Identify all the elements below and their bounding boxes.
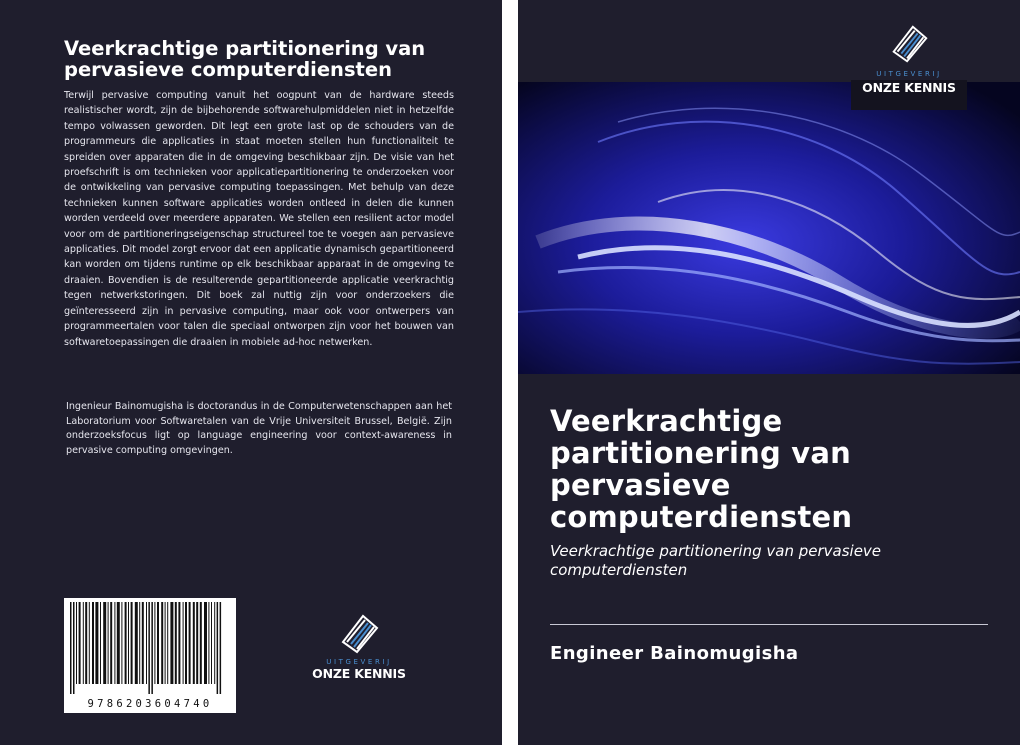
barcode-bar xyxy=(139,602,140,684)
barcode-bar xyxy=(114,602,115,684)
barcode-bar xyxy=(151,602,153,694)
back-cover-blurb: Terwijl pervasive computing vanuit het oogpunt van de hardware steeds realistischer wordt, zijn de bijbehorende softwarehulpmiddelen niet in hetzelfde tempo volwassen geworden. Dit legt een grote last op de schouders van de programmeurs die applicaties in staat moeten stellen hun functionaliteit te spreiden over apparaten die in de omgeving beschikbaar zijn. De visie van het proefschrift is om technieken voor applicatiepartitionering te onderzoeken voor de ontwikkeling van pervasive computing toepassingen. Met behulp van deze technieken kunnen software applicaties worden ontleed in delen die kunnen worden verdeeld over meerdere apparaten. We stellen een resilient actor model voor om de partitioneringseigenschap structureel toe te voegen aan pervasieve applicaties. Dit model zorgt ervoor dat een applicatie dynamisch gepartitioneerd kan worden om tijdens runtime op elk beschikbaar apparaat in de omgeving te draaien. Bovendien is de resulterende gepartitioneerde applicatie veerkrachtig tegen netwerkstoringen. Dit boek zal nuttig zijn voor onderzoekers die geïnteresseerd zijn in pervasive computing, maar ook voor ontwerpers van programmeertalen voor talen die speciaal ontworpen zijn voor het bouwen van softwaretoepassingen die draaien in mobiele ad-hoc netwerken. xyxy=(64,90,454,348)
spine xyxy=(502,0,518,745)
barcode-bar xyxy=(157,602,159,684)
barcode-bar xyxy=(167,602,168,684)
barcode-bar xyxy=(220,602,222,694)
barcode-bar xyxy=(92,602,94,684)
front-cover-title: Veerkrachtige partitionering van pervasieve computerdiensten xyxy=(550,404,853,534)
author-bio: Ingenieur Bainomugisha is doctorandus in de Computerwetenschappen aan het Laboratorium voor Softwaretalen van de Vrije Universiteit Brussel, België. Zijn onderzoeksfocus ligt op language engineering voor context-awareness in pervasive computing omgevingen. xyxy=(66,401,452,456)
barcode-bar xyxy=(193,602,195,684)
barcode-bar xyxy=(214,602,215,684)
front-publisher-logo xyxy=(851,22,967,95)
isbn-number: 9786203604740 xyxy=(87,698,213,710)
barcode-bar xyxy=(175,602,177,684)
barcode-bar xyxy=(73,602,75,694)
barcode-bar xyxy=(165,602,166,684)
barcode-bar xyxy=(108,602,109,684)
barcode-bar xyxy=(211,602,212,684)
front-cover-subtitle: Veerkrachtige partitionering van pervasieve computerdiensten xyxy=(550,542,882,579)
barcode-bar xyxy=(110,602,112,684)
barcode-bar xyxy=(83,602,84,684)
barcode-bar xyxy=(185,602,187,684)
barcode-bar xyxy=(146,602,147,684)
front-publisher-label: UITGEVERIJ xyxy=(876,70,942,78)
barcode-bar xyxy=(95,602,98,684)
back-publisher-label: UITGEVERIJ xyxy=(326,658,392,666)
front-cover xyxy=(518,0,1020,745)
barcode-bar xyxy=(142,602,144,684)
book-stack-icon xyxy=(335,612,383,656)
barcode-bar xyxy=(183,602,184,684)
barcode-bar xyxy=(85,602,87,684)
barcode-bar xyxy=(200,602,202,684)
barcode-bars-icon xyxy=(68,602,232,694)
back-publisher-logo xyxy=(300,612,418,681)
barcode-bar xyxy=(189,602,191,684)
barcode-bar xyxy=(204,602,207,684)
barcode-bar xyxy=(196,602,198,684)
barcode-bar xyxy=(117,602,120,684)
front-cover-author: Engineer Bainomugisha xyxy=(550,643,799,664)
barcode-bar xyxy=(217,602,219,694)
barcode-bar xyxy=(135,602,138,684)
barcode-bar xyxy=(103,602,106,684)
back-cover xyxy=(0,0,502,745)
barcode-bar xyxy=(161,602,163,684)
barcode-bar xyxy=(70,602,72,694)
front-publisher-name: ONZE KENNIS xyxy=(862,80,956,95)
barcode-bar xyxy=(148,602,150,694)
barcode-bar xyxy=(125,602,127,684)
barcode-bar xyxy=(100,602,101,684)
back-cover-title: Veerkrachtige partitionering van pervasieve computerdiensten xyxy=(64,37,426,81)
divider-line xyxy=(550,624,988,625)
cover-artwork xyxy=(518,82,1020,374)
barcode-bar xyxy=(76,602,77,684)
light-waves-artwork xyxy=(518,82,1020,374)
barcode-bar xyxy=(131,602,133,684)
book-stack-icon xyxy=(886,22,932,66)
barcode-bar xyxy=(128,602,129,684)
barcode-bar xyxy=(89,602,90,684)
back-publisher-name: ONZE KENNIS xyxy=(312,666,406,681)
barcode-bar xyxy=(79,602,81,684)
barcode-bar xyxy=(178,602,180,684)
barcode-bar xyxy=(208,602,209,684)
barcode-bar xyxy=(154,602,155,684)
barcode-bar xyxy=(121,602,122,684)
isbn-barcode xyxy=(64,598,236,713)
barcode-bar xyxy=(170,602,173,684)
